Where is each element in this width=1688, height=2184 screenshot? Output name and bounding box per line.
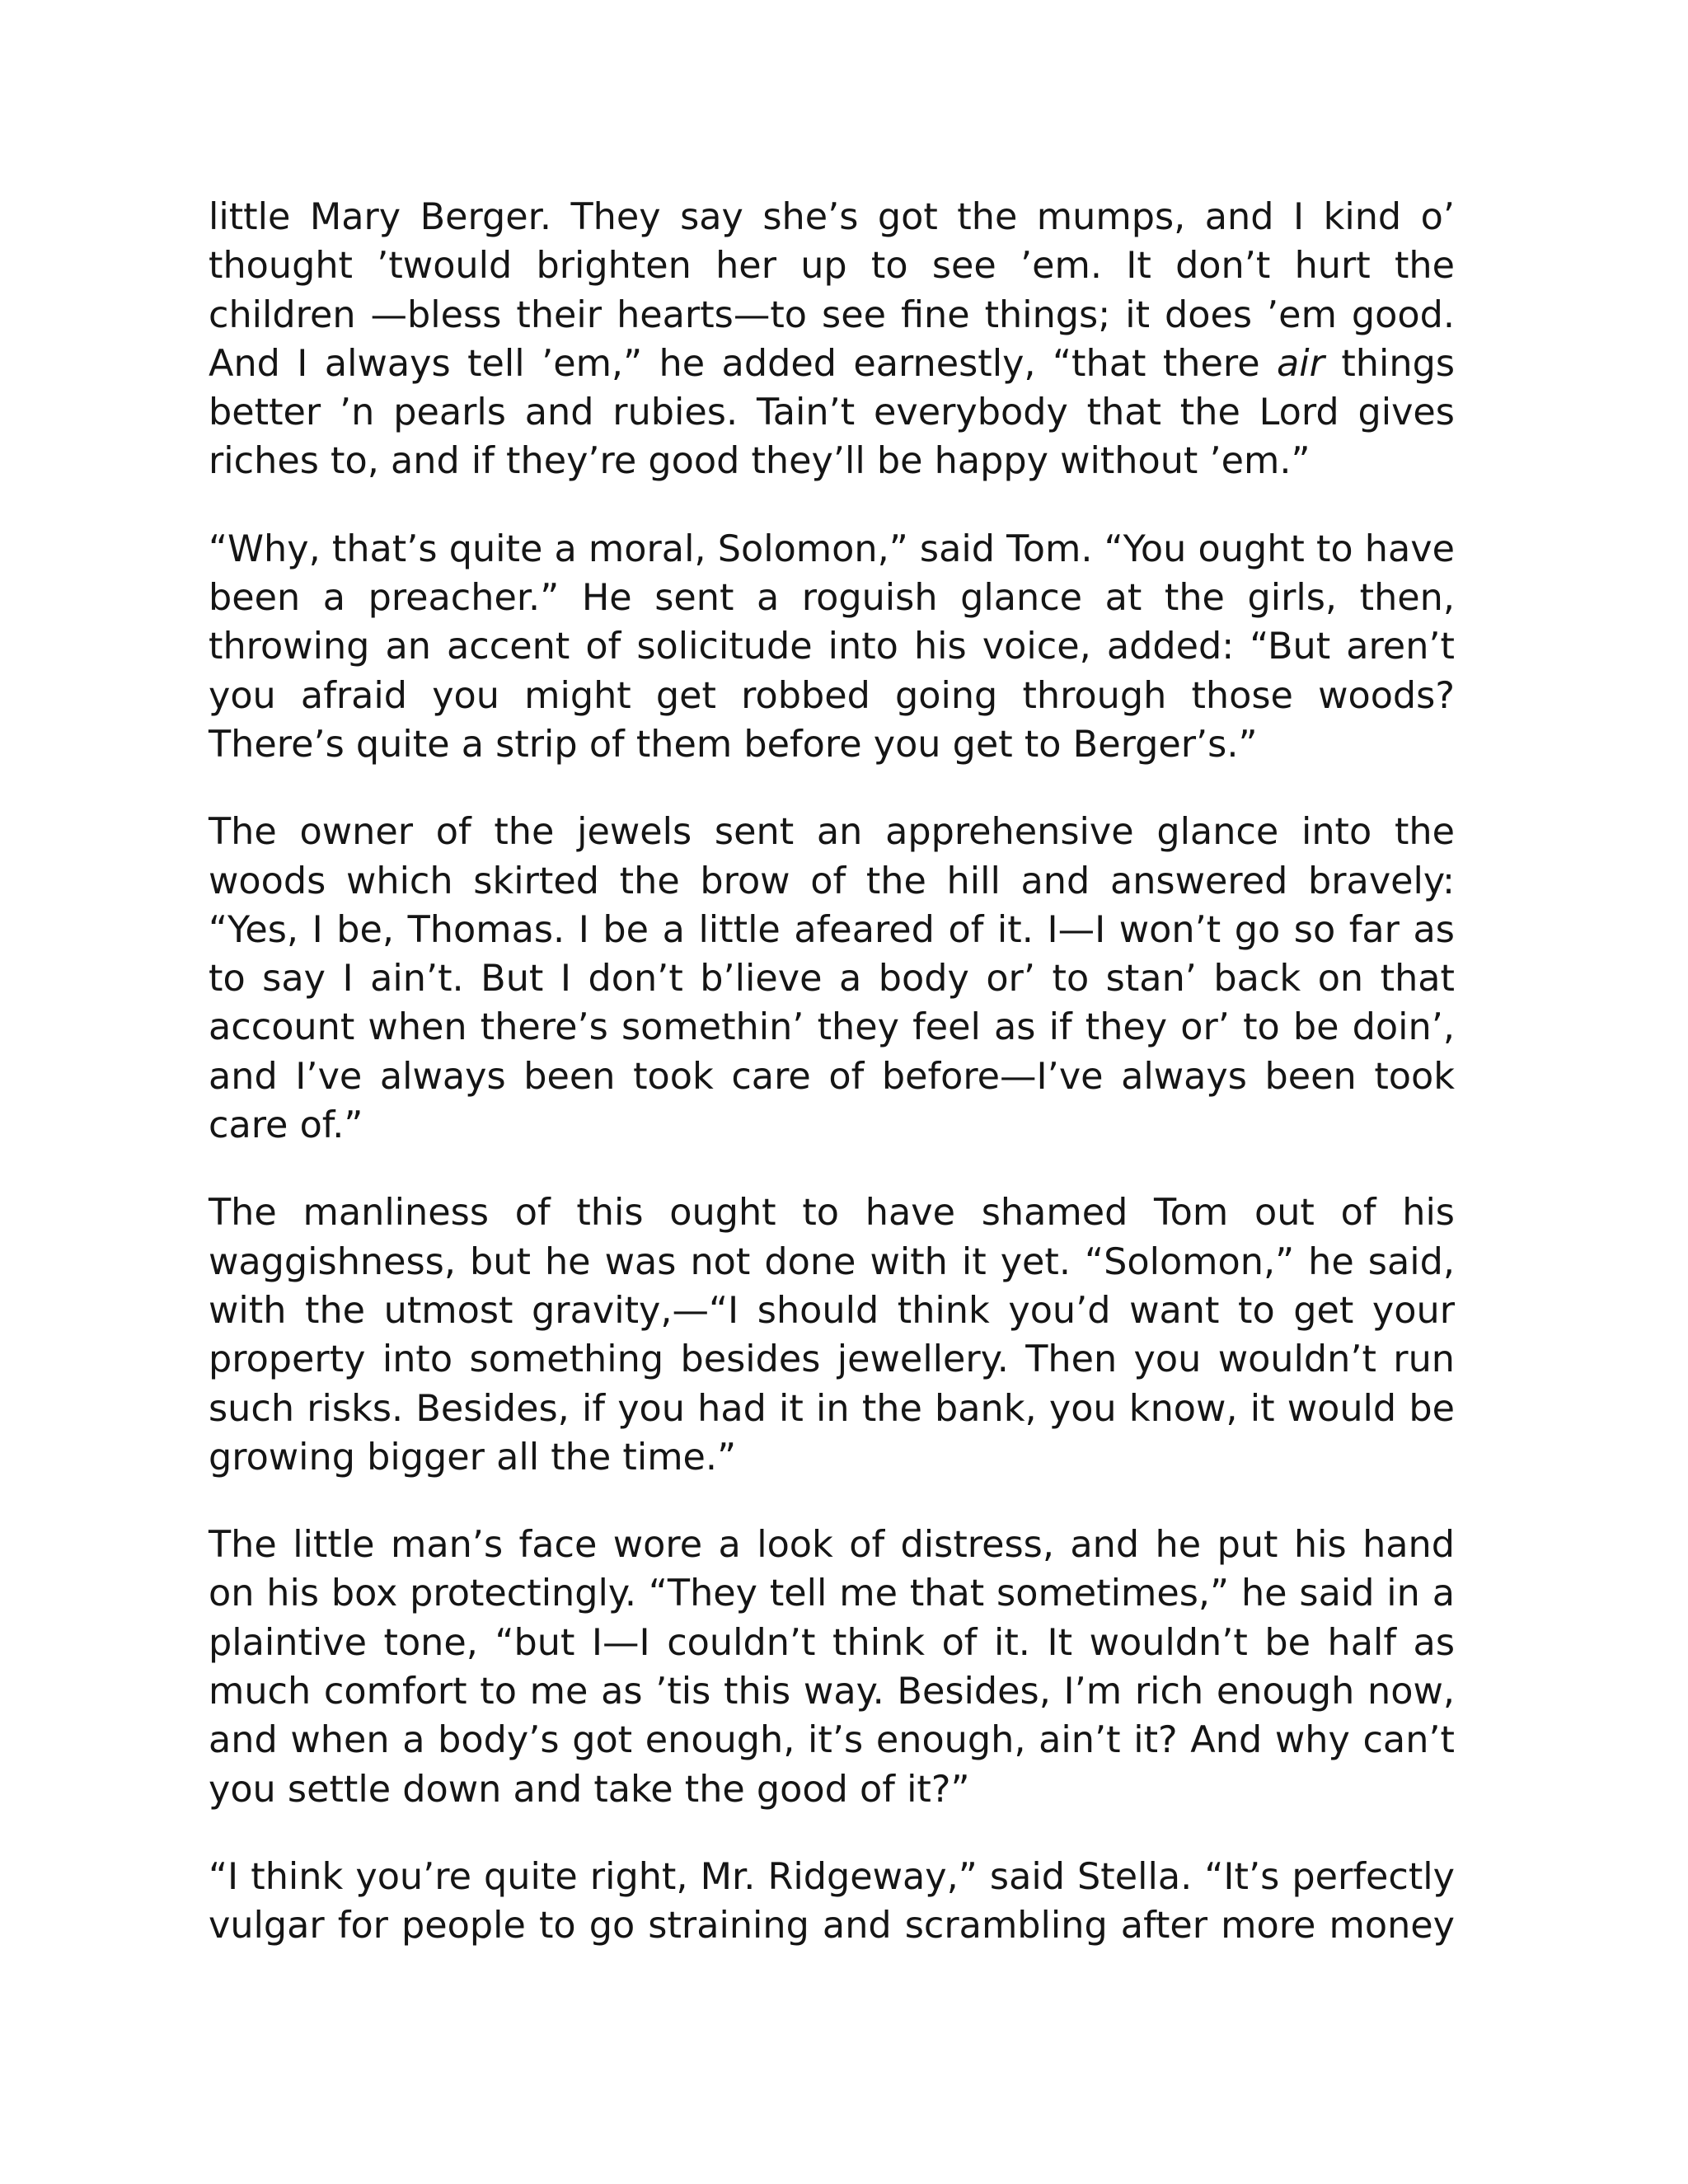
paragraph-6: “I think you’re quite right, Mr. Ridgeway,” said Stella. “It’s perfectly vulgar for people to go straining and scrambling after more money (209, 1855, 1455, 1947)
paragraph-1-text-start: little Mary Berger. They say she’s got the mumps, and I kind o’ thought ’twould brighten her up to see ’em. It don’t hurt the children —bless their hearts—to see fine things; it does ’em good. And I always tell ’em,” he added earnestly, “that there (209, 196, 1455, 385)
paragraph-1 (209, 193, 1455, 486)
emphasized-word: air (1277, 342, 1325, 385)
paragraph-1-text-end: things better ’n pearls and rubies. Tain’t everybody that the Lord gives riches to, and if they’re good they’ll be happy without ’em.” (209, 342, 1456, 483)
paragraph-3: The owner of the jewels sent an apprehensive glance into the woods which skirted the brow of the hill and answered bravely: “Yes, I be, Thomas. I be a little afeared of it. I—I won’t go so far as to say I ain’t. But I don’t b’lieve a body or’ to stan’ back on that account when there’s somethin’ they feel as if they or’ to be doin’, and I’ve always been took care of before—I’ve always been took care of.” (209, 811, 1455, 1147)
page-body (209, 193, 1455, 1951)
paragraph-5: The little man’s face wore a look of distress, and he put his hand on his box protectingly. “They tell me that sometimes,” he said in a plaintive tone, “but I—I couldn’t think of it. It wouldn’t be half as much comfort to me as ’tis this way. Besides, I’m rich enough now, and when a body’s got enough, it’s enough, ain’t it? And why can’t you settle down and take the good of it?” (209, 1524, 1455, 1811)
paragraph-4: The manliness of this ought to have shamed Tom out of his waggishness, but he was not done with it yet. “Solomon,” he said, with the utmost gravity,—“I should think you’d want to get your property into something besides jewellery. Then you wouldn’t run such risks. Besides, if you had it in the bank, you know, it would be growing bigger all the time.” (209, 1192, 1455, 1479)
paragraph-2: “Why, that’s quite a moral, Solomon,” said Tom. “You ought to have been a preacher.” He sent a roguish glance at the girls, then, throwing an accent of solicitude into his voice, added: “But aren’t you afraid you might get robbed going through those woods? There’s quite a strip of them before you get to Berger’s.” (209, 527, 1455, 766)
